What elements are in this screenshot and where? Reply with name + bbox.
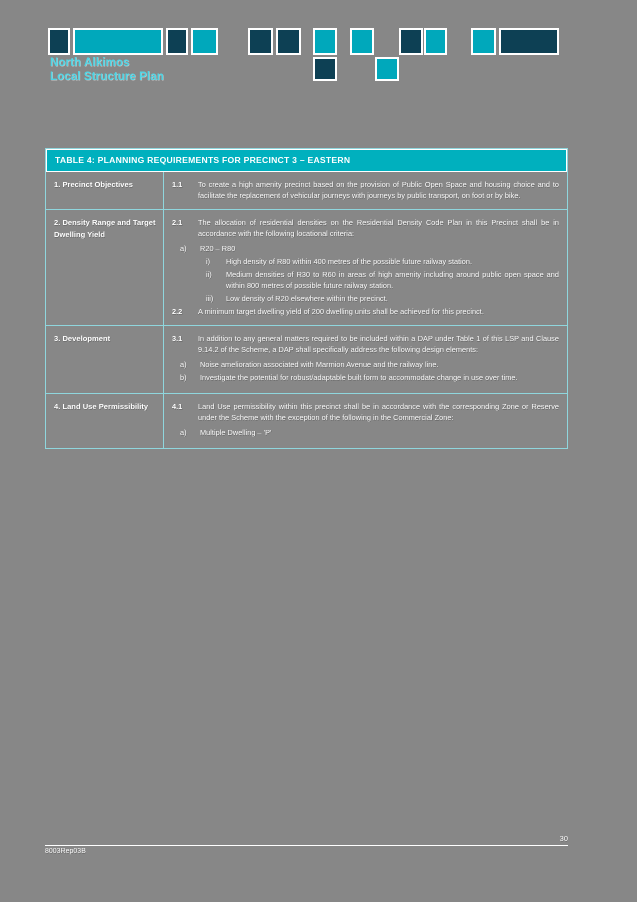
row-content-cell: [164, 394, 567, 448]
row-label-cell: [46, 210, 164, 325]
document-header: [0, 0, 637, 120]
footer-divider: [45, 845, 568, 846]
row-label-text: 4. Land Use Permissibility: [54, 402, 149, 411]
clause-text: To create a high amenity precinct based on the provision of Public Open Space and housing choice and to facilitate the replacement of vehicular journeys with journeys by public transport, on foot or by bike.: [198, 180, 559, 200]
clause-block: [164, 306, 559, 317]
brand-title: [50, 56, 164, 84]
logo-block-7: [313, 28, 337, 55]
clause: [164, 306, 559, 317]
sub-item-text: Multiple Dwelling – 'P': [200, 428, 272, 437]
clause: [164, 333, 559, 355]
clause-block: [164, 179, 559, 201]
logo-block-3: [166, 28, 188, 55]
clause-block: [164, 217, 559, 304]
sub-item-text: Medium densities of R30 to R60 in areas of high amenity including around public open space and within 800 metres of possible future railway station.: [226, 270, 559, 290]
clause-block: [164, 333, 559, 383]
clause-text: A minimum target dwelling yield of 200 dwelling units shall be achieved for this precinct.: [198, 307, 484, 316]
row-content-cell: [164, 172, 567, 209]
row-label-text: 2. Density Range and Target Dwelling Yield: [54, 218, 156, 239]
row-label-cell: [46, 394, 164, 448]
row-label-cell: [46, 326, 164, 393]
sub-item-marker: i): [206, 257, 211, 266]
clause: [164, 217, 559, 239]
row-content-cell: [164, 210, 567, 325]
page-number: 30: [559, 834, 568, 843]
logo-block-11: [399, 28, 423, 55]
clause-sublist: [164, 427, 559, 438]
sub-item-marker: b): [180, 373, 187, 382]
clause-text: The allocation of residential densities on the Residential Density Code Plan in this Precinct shall be in accordance with the following locational criteria:: [198, 218, 559, 238]
sub-item-marker: a): [180, 244, 187, 253]
table-row: [46, 325, 567, 393]
row-label-cell: [46, 172, 164, 209]
logo-block-2: [73, 28, 163, 55]
logo-block-10: [375, 57, 399, 81]
sub-item: [164, 256, 559, 267]
clause-number: 1.1: [172, 180, 183, 189]
clause-number: 4.1: [172, 402, 183, 411]
footer-reference-code: 8003Rep03B: [45, 848, 86, 855]
logo-block-14: [499, 28, 559, 55]
sub-item: [164, 359, 559, 370]
sub-item-text: Noise amelioration associated with Marmion Avenue and the railway line.: [200, 360, 439, 369]
sub-item-text: R20 – R80: [200, 244, 236, 253]
sub-item: [164, 427, 559, 438]
clause-number: 3.1: [172, 334, 183, 343]
clause-text: Land Use permissibility within this precinct shall be in accordance with the corresponding Zone or Reserve under the Scheme with the exception of the following in the Commercial Zone:: [198, 402, 559, 422]
row-content-cell: [164, 326, 567, 393]
logo-block-4: [191, 28, 218, 55]
logo-block-6: [276, 28, 301, 55]
clause-sublist: [164, 359, 559, 383]
sub-item: [164, 243, 559, 254]
logo-block-12: [424, 28, 447, 55]
brand-line-north-alkimos: North Alkimos: [50, 57, 130, 69]
clause-number: 2.2: [172, 307, 183, 316]
clause: [164, 179, 559, 201]
sub-item: [164, 293, 559, 304]
clause: [164, 401, 559, 423]
logo-block-1: [48, 28, 70, 55]
clause-sublist: [164, 243, 559, 304]
sub-item: [164, 269, 559, 291]
brand-line-local-structure-plan: Local Structure Plan: [50, 71, 164, 83]
table-title-bar: [46, 149, 567, 172]
sub-item-text: Low density of R20 elsewhere within the precinct.: [226, 294, 388, 303]
sub-item-text: High density of R80 within 400 metres of the possible future railway station.: [226, 257, 473, 266]
logo-block-5: [248, 28, 273, 55]
clause-number: 2.1: [172, 218, 183, 227]
table-body: [46, 172, 567, 448]
clause-block: [164, 401, 559, 438]
row-label-text: 3. Development: [54, 334, 111, 343]
sub-item-marker: ii): [206, 270, 212, 279]
sub-item-marker: a): [180, 428, 187, 437]
sub-item: [164, 372, 559, 383]
sub-item-text: Investigate the potential for robust/adaptable built form to accommodate change in use over time.: [200, 373, 518, 382]
logo-block-8: [313, 57, 337, 81]
document-footer: [45, 834, 568, 855]
sub-item-marker: iii): [206, 294, 214, 303]
sub-item-marker: a): [180, 360, 187, 369]
table-title: TABLE 4: PLANNING REQUIREMENTS FOR PRECINCT 3 – EASTERN: [55, 155, 351, 165]
table-row: [46, 209, 567, 325]
clause-text: In addition to any general matters required to be included within a DAP under Table 1 of this LSP and Clause 9.14.2 of the Scheme, a DAP shall specifically address the following design elements:: [198, 334, 559, 354]
planning-requirements-table: [45, 148, 568, 449]
table-row: [46, 393, 567, 448]
logo-block-13: [471, 28, 496, 55]
row-label-text: 1. Precinct Objectives: [54, 180, 133, 189]
table-row: [46, 172, 567, 209]
logo-block-9: [350, 28, 374, 55]
